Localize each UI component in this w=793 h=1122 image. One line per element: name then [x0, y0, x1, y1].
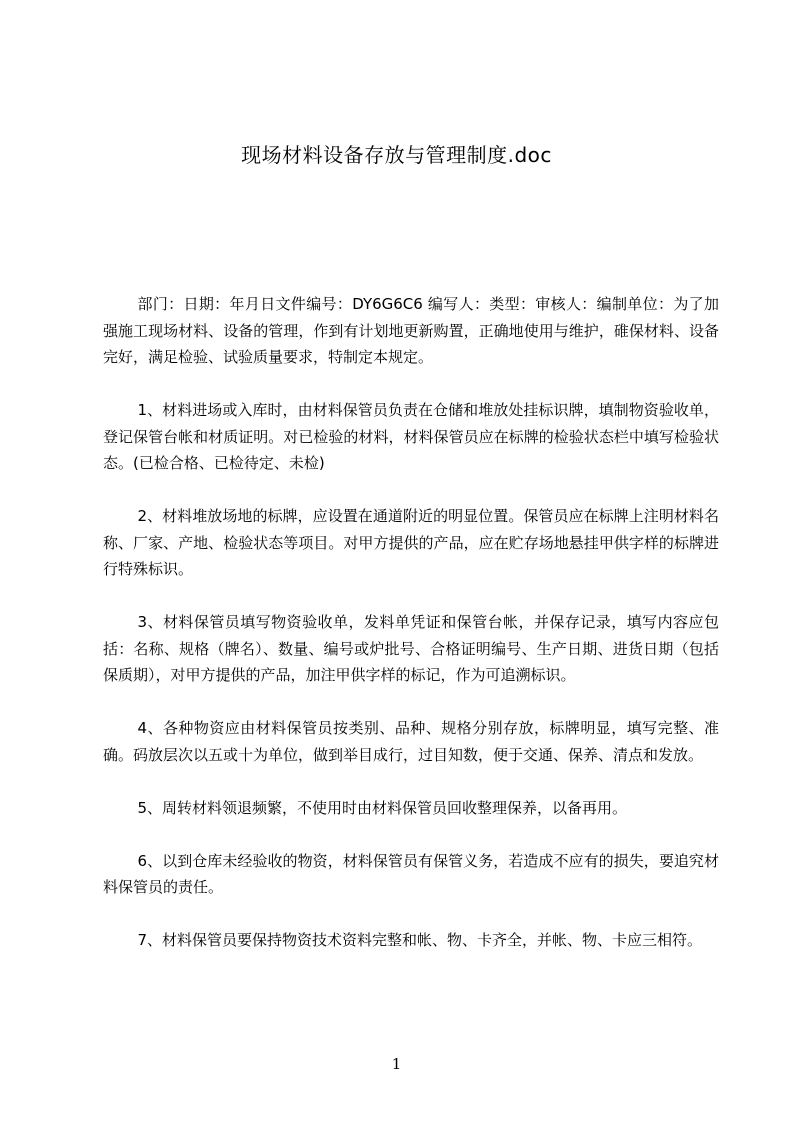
intro-paragraph: 部门：日期：年月日文件编号：DY6G6C6 编写人：类型：审核人：编制单位：为了加强施工现场材料、设备的管理，作到有计划地更新购置，正确地使用与维护，碓保材料、设备完好，满足检验、试验质量要求，特制定本规定。	[103, 295, 719, 366]
clause-1-paragraph: 1、材料进场或入库时，由材料保管员负责在仓储和堆放处挂标识牌，填制物资验收单，登记保管台帐和材质证明。对已检验的材料，材料保管员应在标牌的检验状态栏中填写检验状态。(已检合格、已检待定、未检)	[103, 401, 719, 472]
clause-3-paragraph: 3、材料保管员填写物资验收单，发料单凭证和保管台帐，并保存记录，填写内容应包括：名称、规格（牌名）、数量、编号或炉批号、合格证明编号、生产日期、进货日期（包括保质期），对甲方提供的产品，加注甲供字样的标记，作为可追溯标识。	[103, 613, 719, 684]
document-title: 现场材料设备存放与管理制度.doc	[241, 143, 552, 167]
document-body	[103, 291, 719, 980]
clause-2-paragraph: 2、材料堆放场地的标牌，应设置在通道附近的明显位置。保管员应在标牌上注明材料名称、厂家、产地、检验状态等项目。对甲方提供的产品，应在贮存场地悬挂甲供字样的标牌进行特殊标识。	[103, 507, 719, 578]
clause-7-paragraph: 7、材料保管员要保持物资技术资料完整和帐、物、卡齐全，并帐、物、卡应三相符。	[137, 931, 703, 949]
clause-6-paragraph: 6、以到仓库未经验收的物资，材料保管员有保管义务，若造成不应有的损失，要追究材料保管员的责任。	[103, 851, 719, 896]
clause-4-paragraph: 4、各种物资应由材料保管员按类别、品种、规格分别存放，标牌明显，填写完整、准确。码放层次以五或十为单位，做到举目成行，过目知数，便于交通、保养、清点和发放。	[103, 719, 719, 764]
clause-5-paragraph: 5、周转材料领退频繁，不使用时由材料保管员回收整理保养，以备再用。	[137, 798, 628, 817]
page-number: 1	[391, 1055, 402, 1073]
